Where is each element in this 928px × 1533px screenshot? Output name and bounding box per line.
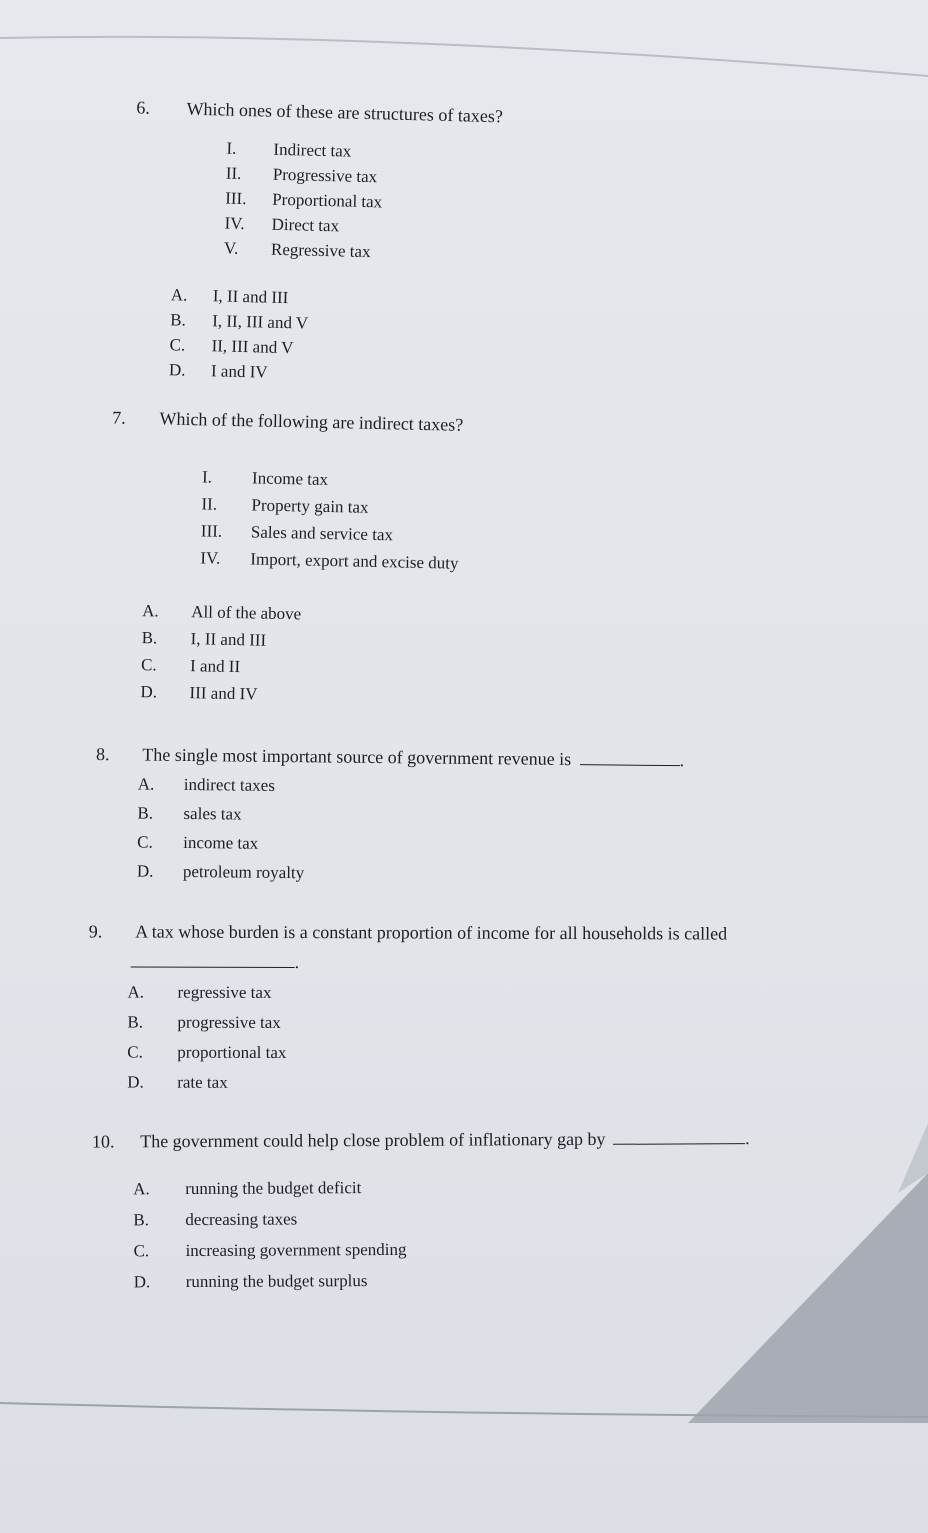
question-number: 7. — [112, 407, 126, 428]
list-item: IV. Direct tax — [224, 213, 340, 236]
answer-option-d[interactable]: D. I and IV — [168, 360, 268, 382]
list-item: II. Progressive tax — [225, 163, 378, 187]
answer-option-c[interactable]: C. proportional tax — [127, 1042, 287, 1063]
answer-option-b[interactable]: B. I, II and III — [141, 628, 267, 650]
list-item: IV. Import, export and excise duty — [200, 548, 459, 573]
answer-option-d[interactable]: D. III and IV — [140, 682, 258, 704]
answer-option-d[interactable]: D. rate tax — [127, 1072, 228, 1092]
answer-option-c[interactable]: C. increasing government spending — [133, 1239, 407, 1261]
question-text: Which ones of these are structures of taxes? — [186, 98, 504, 127]
question-text: The single most important source of government revenue is — [142, 744, 572, 770]
list-item: V. Regressive tax — [223, 238, 371, 262]
question-text: The government could help close problem of inflationary gap by — [140, 1128, 606, 1152]
question-number: 8. — [96, 744, 110, 765]
answer-option-c[interactable]: C. I and II — [140, 655, 241, 677]
question-9-blank-line: . — [131, 952, 300, 971]
question-text: A tax whose burden is a constant proportion of income for all households is called — [135, 921, 728, 944]
question-10-stem: 10. The government could help close problem of inflationary gap by . — [91, 1128, 750, 1152]
question-number: 9. — [88, 921, 103, 942]
answer-blank[interactable] — [613, 1143, 745, 1145]
answer-option-d[interactable]: D. petroleum royalty — [136, 861, 305, 883]
answer-option-a[interactable]: A. All of the above — [142, 601, 302, 624]
answer-option-a[interactable]: A. indirect taxes — [137, 774, 275, 795]
answer-option-a[interactable]: A. regressive tax — [127, 982, 272, 1002]
answer-option-c[interactable]: C. II, III and V — [169, 335, 294, 358]
page-edge-bottom — [0, 1395, 928, 1435]
answer-option-d[interactable]: D. running the budget surplus — [133, 1271, 368, 1292]
question-number: 10. — [91, 1131, 115, 1152]
list-item: I. Indirect tax — [226, 138, 352, 161]
answer-option-b[interactable]: B. decreasing taxes — [133, 1209, 298, 1230]
question-number: 6. — [136, 97, 151, 118]
list-item: III. Sales and service tax — [200, 521, 394, 545]
answer-option-c[interactable]: C. income tax — [137, 832, 259, 853]
answer-option-a[interactable]: A. I, II and III — [170, 285, 289, 308]
question-text: Which of the following are indirect taxes? — [159, 408, 464, 435]
question-8-stem: 8. The single most important source of government revenue is . — [96, 744, 685, 771]
answer-option-b[interactable]: B. sales tax — [137, 803, 242, 824]
answer-option-a[interactable]: A. running the budget deficit — [133, 1178, 362, 1199]
list-item: II. Property gain tax — [201, 494, 369, 517]
list-item: III. Proportional tax — [224, 188, 383, 212]
answer-option-b[interactable]: B. progressive tax — [127, 1012, 281, 1032]
answer-option-b[interactable]: B. I, II, III and V — [170, 310, 309, 333]
list-item: I. Income tax — [201, 467, 329, 489]
